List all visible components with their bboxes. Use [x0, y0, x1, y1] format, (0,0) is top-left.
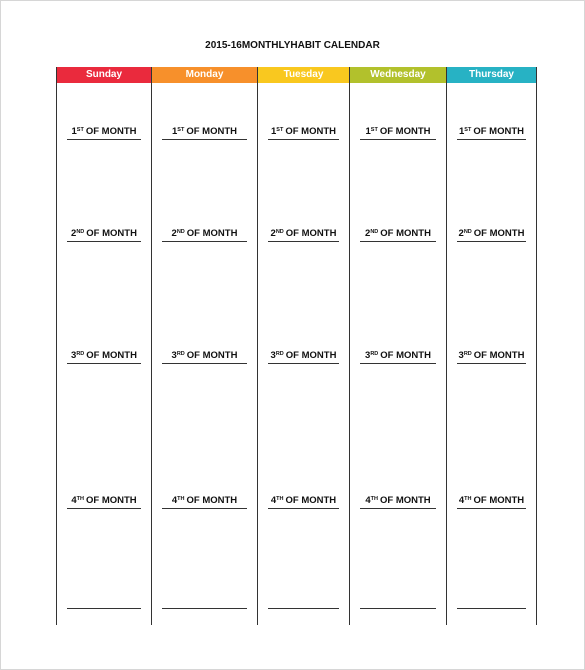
- entry-line[interactable]: [360, 241, 436, 242]
- entry-label: 3RD OF MONTH: [270, 350, 337, 361]
- day-column-sunday: [56, 67, 151, 625]
- ordinal-suffix: RD: [463, 351, 472, 357]
- day-column-tuesday: [257, 67, 349, 625]
- ordinal-suffix: ND: [76, 229, 85, 235]
- entry-line[interactable]: [162, 139, 247, 140]
- entry-line[interactable]: [268, 139, 339, 140]
- entry-line[interactable]: [268, 508, 339, 509]
- entry-line[interactable]: [457, 363, 526, 364]
- entry-line[interactable]: [162, 241, 247, 242]
- entry-label: 3RD OF MONTH: [458, 350, 525, 361]
- entry-line[interactable]: [67, 241, 141, 242]
- ordinal-suffix: ND: [275, 229, 284, 235]
- entry-line[interactable]: [457, 241, 526, 242]
- ordinal-suffix: RD: [370, 351, 379, 357]
- entry-label: 1ST OF MONTH: [459, 126, 524, 137]
- ordinal-suffix: TH: [370, 496, 378, 502]
- entry-label: 1ST OF MONTH: [71, 126, 137, 137]
- ordinal-suffix: ND: [463, 229, 472, 235]
- entry-line[interactable]: [67, 508, 141, 509]
- day-header-monday: Monday: [152, 67, 257, 83]
- entry-line[interactable]: [268, 241, 339, 242]
- entry-label: 4TH OF MONTH: [458, 495, 525, 506]
- ordinal-suffix: ST: [276, 127, 284, 133]
- bottom-entry-line[interactable]: [162, 608, 247, 609]
- ordinal-suffix: ST: [370, 127, 378, 133]
- entry-line[interactable]: [162, 508, 247, 509]
- entry-line[interactable]: [457, 508, 526, 509]
- entry-label: 2ND OF MONTH: [458, 228, 525, 239]
- entry-label: 1ST OF MONTH: [172, 126, 237, 137]
- day-column-monday: [151, 67, 257, 625]
- entry-label: 4TH OF MONTH: [365, 495, 431, 506]
- ordinal-suffix: ND: [176, 229, 185, 235]
- bottom-entry-line[interactable]: [268, 608, 339, 609]
- entry-label: 4TH OF MONTH: [71, 495, 137, 506]
- calendar-grid: [56, 67, 537, 625]
- ordinal-suffix: TH: [76, 496, 84, 502]
- ordinal-suffix: ST: [464, 127, 472, 133]
- ordinal-suffix: RD: [76, 351, 85, 357]
- entry-label: 2ND OF MONTH: [171, 228, 238, 239]
- ordinal-suffix: ST: [76, 127, 84, 133]
- ordinal-suffix: ND: [370, 229, 379, 235]
- entry-line[interactable]: [162, 363, 247, 364]
- entry-label: 3RD OF MONTH: [71, 350, 137, 361]
- ordinal-suffix: TH: [276, 496, 284, 502]
- entry-line[interactable]: [457, 139, 526, 140]
- entry-label: 4TH OF MONTH: [171, 495, 238, 506]
- day-header-wednesday: Wednesday: [350, 67, 446, 83]
- ordinal-suffix: TH: [177, 496, 185, 502]
- entry-label: 1ST OF MONTH: [271, 126, 336, 137]
- entry-label: 2ND OF MONTH: [365, 228, 431, 239]
- ordinal-suffix: ST: [177, 127, 185, 133]
- calendar-title: 2015-16MONTHLYHABIT CALENDAR: [205, 40, 380, 51]
- entry-line[interactable]: [360, 139, 436, 140]
- ordinal-suffix: TH: [464, 496, 472, 502]
- entry-line[interactable]: [268, 363, 339, 364]
- entry-label: 4TH OF MONTH: [270, 495, 337, 506]
- day-header-thursday: Thursday: [447, 67, 536, 83]
- entry-label: 3RD OF MONTH: [171, 350, 238, 361]
- entry-label: 3RD OF MONTH: [365, 350, 431, 361]
- day-column-wednesday: [349, 67, 446, 625]
- bottom-entry-line[interactable]: [67, 608, 141, 609]
- day-header-sunday: Sunday: [57, 67, 151, 83]
- entry-line[interactable]: [67, 139, 141, 140]
- entry-label: 2ND OF MONTH: [71, 228, 137, 239]
- ordinal-suffix: RD: [275, 351, 284, 357]
- day-column-thursday: [446, 67, 536, 625]
- entry-line[interactable]: [360, 508, 436, 509]
- day-header-tuesday: Tuesday: [258, 67, 349, 83]
- entry-label: 1ST OF MONTH: [365, 126, 431, 137]
- bottom-entry-line[interactable]: [457, 608, 526, 609]
- ordinal-suffix: RD: [176, 351, 185, 357]
- entry-line[interactable]: [360, 363, 436, 364]
- entry-label: 2ND OF MONTH: [270, 228, 337, 239]
- entry-line[interactable]: [67, 363, 141, 364]
- bottom-entry-line[interactable]: [360, 608, 436, 609]
